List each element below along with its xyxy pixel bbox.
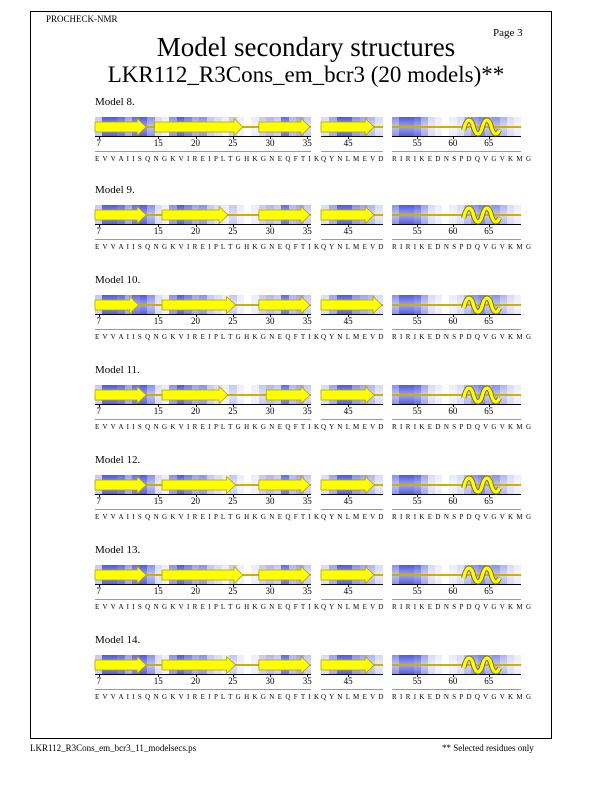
model-block xyxy=(0,96,612,182)
model-label: Model 13. xyxy=(95,544,141,556)
tick-label: 65 xyxy=(484,138,494,148)
tick-label: 55 xyxy=(412,496,422,506)
sequence-rule xyxy=(321,599,383,600)
beta-strand-arrow xyxy=(162,657,235,674)
sequence-text: Q Y N L M E V D xyxy=(321,155,385,163)
page-subtitle: LKR112_R3Cons_em_bcr3 (20 models)** xyxy=(107,62,505,87)
tick-label: 25 xyxy=(228,676,238,686)
beta-strand-arrow xyxy=(162,297,235,314)
tick-label: 7 xyxy=(96,406,101,416)
sequence-text: R I R I K E D N S P D Q V G V K M G xyxy=(392,423,532,431)
footer-filename: LKR112_R3Cons_em_bcr3_11_modelsecs.ps xyxy=(30,743,197,753)
tick-label: 30 xyxy=(265,676,275,686)
tick-label: 7 xyxy=(96,138,101,148)
sequence-text: Q Y N L M E V D xyxy=(321,333,385,341)
sequence-rule xyxy=(95,689,311,690)
sequence-rule xyxy=(321,509,383,510)
sequence-rule xyxy=(392,239,521,240)
sequence-text: R I R I K E D N S P D Q V G V K M G xyxy=(392,513,532,521)
footer-note: ** Selected residues only xyxy=(442,743,534,753)
beta-strand-arrow xyxy=(95,657,146,674)
tick-label: 25 xyxy=(228,138,238,148)
beta-strand-arrow xyxy=(259,207,310,224)
tick-label: 15 xyxy=(153,496,163,506)
tick-label: 60 xyxy=(448,586,458,596)
tick-label: 65 xyxy=(484,226,494,236)
tick-label: 35 xyxy=(302,226,312,236)
beta-strand-arrow xyxy=(321,657,374,674)
secondary-structure-track xyxy=(0,117,612,137)
page-number: Page 3 xyxy=(493,27,523,39)
tick-label: 35 xyxy=(302,138,312,148)
beta-strand-arrow xyxy=(259,119,310,136)
tick-label: 65 xyxy=(484,586,494,596)
sequence-text: E V V A I I S Q N G K V I R E I P L T G H K G N E Q F T I K xyxy=(95,423,320,431)
sequence-text: R I R I K E D N S P D Q V G V K M G xyxy=(392,333,532,341)
tick-label: 15 xyxy=(153,676,163,686)
beta-strand-arrow xyxy=(95,297,139,314)
sequence-rule xyxy=(392,151,521,152)
tick-label: 20 xyxy=(191,676,201,686)
sequence-rule xyxy=(392,329,521,330)
sequence-rule xyxy=(321,689,383,690)
tick-label: 25 xyxy=(228,316,238,326)
sequence-rule xyxy=(392,419,521,420)
beta-strand-arrow xyxy=(321,207,374,224)
model-block xyxy=(0,184,612,270)
secondary-structure-track xyxy=(0,565,612,585)
tick-label: 7 xyxy=(96,226,101,236)
beta-strand-arrow xyxy=(155,119,243,136)
tick-label: 45 xyxy=(343,496,353,506)
sequence-text: R I R I K E D N S P D Q V G V K M G xyxy=(392,603,532,611)
tick-label: 60 xyxy=(448,496,458,506)
secondary-structure-track xyxy=(0,475,612,495)
beta-strand-arrow xyxy=(259,477,310,494)
tick-label: 15 xyxy=(153,316,163,326)
sequence-rule xyxy=(392,599,521,600)
tick-label: 55 xyxy=(412,676,422,686)
program-name: PROCHECK-NMR xyxy=(46,14,118,24)
tick-label: 25 xyxy=(228,406,238,416)
tick-label: 7 xyxy=(96,586,101,596)
sequence-text: E V V A I I S Q N G K V I R E I P L T G H K G N E Q F T I K xyxy=(95,243,320,251)
tick-label: 15 xyxy=(153,406,163,416)
tick-label: 60 xyxy=(448,316,458,326)
sequence-text: R I R I K E D N S P D Q V G V K M G xyxy=(392,155,532,163)
sequence-text: E V V A I I S Q N G K V I R E I P L T G H K G N E Q F T I K xyxy=(95,693,320,701)
page-title: Model secondary structures xyxy=(156,32,456,62)
tick-label: 30 xyxy=(265,138,275,148)
sequence-rule xyxy=(95,151,311,152)
tick-label: 30 xyxy=(265,316,275,326)
beta-strand-arrow xyxy=(95,387,146,404)
beta-strand-arrow xyxy=(95,207,146,224)
beta-strand-arrow xyxy=(321,119,374,136)
tick-label: 60 xyxy=(448,138,458,148)
tick-label: 20 xyxy=(191,496,201,506)
tick-label: 55 xyxy=(412,226,422,236)
beta-strand-arrow xyxy=(162,387,228,404)
secondary-structure-track xyxy=(0,385,612,405)
beta-strand-arrow xyxy=(95,119,146,136)
beta-strand-arrow xyxy=(259,297,310,314)
beta-strand-arrow xyxy=(321,567,374,584)
sequence-text: Q Y N L M E V D xyxy=(321,513,385,521)
sequence-rule xyxy=(392,689,521,690)
sequence-text: Q Y N L M E V D xyxy=(321,243,385,251)
tick-label: 15 xyxy=(153,226,163,236)
tick-label: 55 xyxy=(412,586,422,596)
model-block xyxy=(0,544,612,630)
tick-label: 60 xyxy=(448,406,458,416)
tick-label: 30 xyxy=(265,496,275,506)
tick-label: 20 xyxy=(191,586,201,596)
tick-label: 35 xyxy=(302,316,312,326)
tick-label: 25 xyxy=(228,226,238,236)
tick-label: 45 xyxy=(343,586,353,596)
beta-strand-arrow xyxy=(266,387,310,404)
tick-label: 15 xyxy=(153,586,163,596)
secondary-structure-track xyxy=(0,655,612,675)
tick-label: 45 xyxy=(343,676,353,686)
sequence-rule xyxy=(95,509,311,510)
sequence-rule xyxy=(392,509,521,510)
sequence-rule xyxy=(321,419,383,420)
model-block xyxy=(0,634,612,720)
model-label: Model 14. xyxy=(95,634,141,646)
beta-strand-arrow xyxy=(259,567,310,584)
tick-label: 45 xyxy=(343,316,353,326)
secondary-structure-track xyxy=(0,295,612,315)
tick-label: 7 xyxy=(96,316,101,326)
tick-label: 60 xyxy=(448,226,458,236)
sequence-rule xyxy=(95,239,311,240)
model-block xyxy=(0,364,612,450)
model-label: Model 10. xyxy=(95,274,141,286)
sequence-text: E V V A I I S Q N G K V I R E I P L T G H K G N E Q F T I K xyxy=(95,155,320,163)
sequence-text: Q Y N L M E V D xyxy=(321,693,385,701)
tick-label: 20 xyxy=(191,316,201,326)
tick-label: 65 xyxy=(484,316,494,326)
sequence-rule xyxy=(95,329,311,330)
model-label: Model 8. xyxy=(95,96,135,108)
sequence-text: R I R I K E D N S P D Q V G V K M G xyxy=(392,693,532,701)
tick-label: 45 xyxy=(343,138,353,148)
tick-label: 45 xyxy=(343,226,353,236)
sequence-text: Q Y N L M E V D xyxy=(321,603,385,611)
tick-label: 25 xyxy=(228,496,238,506)
tick-label: 7 xyxy=(96,676,101,686)
tick-label: 25 xyxy=(228,586,238,596)
tick-label: 7 xyxy=(96,496,101,506)
secondary-structure-track xyxy=(0,205,612,225)
tick-label: 20 xyxy=(191,226,201,236)
tick-label: 20 xyxy=(191,406,201,416)
tick-label: 30 xyxy=(265,226,275,236)
tick-label: 45 xyxy=(343,406,353,416)
model-block xyxy=(0,274,612,360)
tick-label: 35 xyxy=(302,406,312,416)
beta-strand-arrow xyxy=(95,477,146,494)
sequence-rule xyxy=(321,151,383,152)
beta-strand-arrow xyxy=(259,657,310,674)
tick-label: 30 xyxy=(265,406,275,416)
sequence-text: E V V A I I S Q N G K V I R E I P L T G H K G N E Q F T I K xyxy=(95,333,320,341)
tick-label: 35 xyxy=(302,676,312,686)
tick-label: 65 xyxy=(484,406,494,416)
model-label: Model 9. xyxy=(95,184,135,196)
tick-label: 60 xyxy=(448,676,458,686)
tick-label: 20 xyxy=(191,138,201,148)
model-label: Model 12. xyxy=(95,454,141,466)
beta-strand-arrow xyxy=(321,387,374,404)
sequence-rule xyxy=(321,329,383,330)
tick-label: 55 xyxy=(412,406,422,416)
sequence-text: E V V A I I S Q N G K V I R E I P L T G H K G N E Q F T I K xyxy=(95,513,320,521)
tick-label: 15 xyxy=(153,138,163,148)
beta-strand-arrow xyxy=(321,297,382,314)
beta-strand-arrow xyxy=(162,207,228,224)
beta-strand-arrow xyxy=(321,477,374,494)
model-label: Model 11. xyxy=(95,364,140,376)
tick-label: 55 xyxy=(412,316,422,326)
sequence-text: E V V A I I S Q N G K V I R E I P L T G H K G N E Q F T I K xyxy=(95,603,320,611)
model-block xyxy=(0,454,612,540)
sequence-text: R I R I K E D N S P D Q V G V K M G xyxy=(392,243,532,251)
sequence-rule xyxy=(95,419,311,420)
sequence-rule xyxy=(321,239,383,240)
tick-label: 65 xyxy=(484,496,494,506)
sequence-rule xyxy=(95,599,311,600)
tick-label: 55 xyxy=(412,138,422,148)
sequence-text: Q Y N L M E V D xyxy=(321,423,385,431)
tick-label: 30 xyxy=(265,586,275,596)
tick-label: 35 xyxy=(302,586,312,596)
beta-strand-arrow xyxy=(95,567,146,584)
beta-strand-arrow xyxy=(162,567,243,584)
tick-label: 65 xyxy=(484,676,494,686)
beta-strand-arrow xyxy=(162,477,235,494)
tick-label: 35 xyxy=(302,496,312,506)
